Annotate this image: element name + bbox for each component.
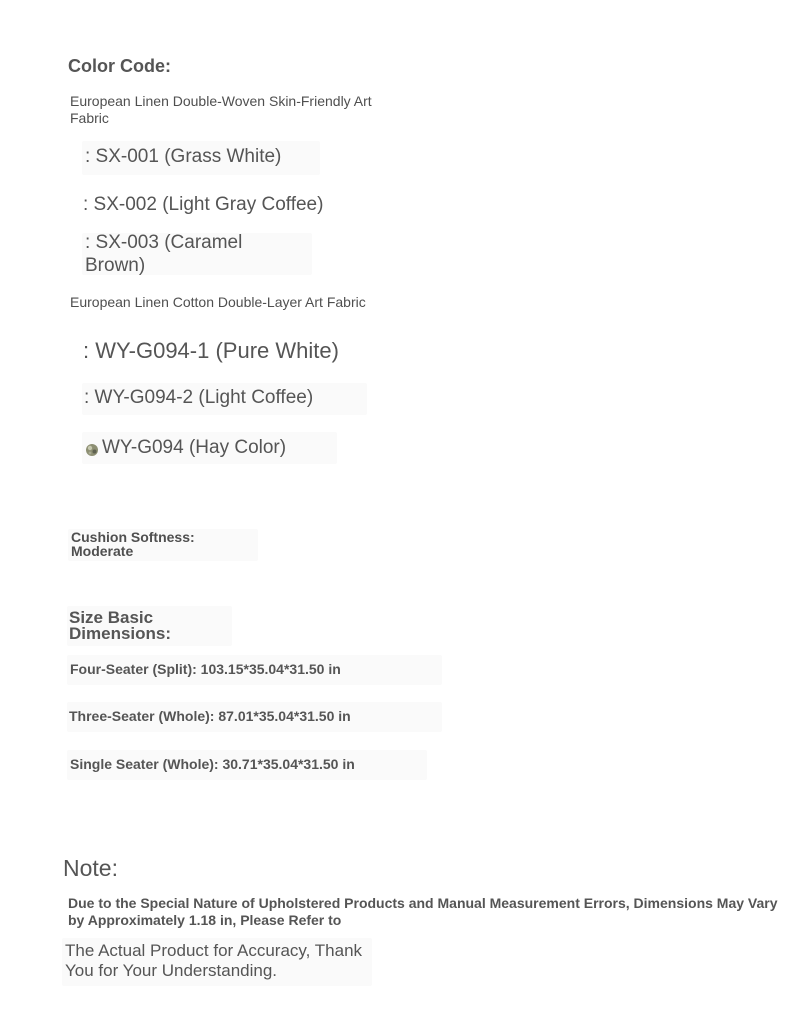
cushion-softness: Cushion Softness: Moderate xyxy=(71,529,195,559)
size-three-seater: Three-Seater (Whole): 87.01*35.04*31.50 in xyxy=(69,708,351,724)
fabric-1-code-2: : SX-002 (Light Gray Coffee) xyxy=(83,194,324,215)
size-four-seater: Four-Seater (Split): 103.15*35.04*31.50 in xyxy=(70,661,341,677)
size-single-seater: Single Seater (Whole): 30.71*35.04*31.50 in xyxy=(70,756,355,772)
fabric-2-code-3: WY-G094 (Hay Color) xyxy=(102,437,287,458)
fabric-swatch-icon xyxy=(85,443,99,457)
note-heading: Note: xyxy=(63,855,118,881)
fabric-1-name: European Linen Double-Woven Skin-Friendly Art Fabric xyxy=(70,93,372,126)
size-heading: Size Basic Dimensions: xyxy=(69,608,172,643)
color-code-heading: Color Code: xyxy=(68,56,171,76)
fabric-2-code-2: : WY-G094-2 (Light Coffee) xyxy=(84,387,314,408)
note-closing: The Actual Product for Accuracy, Thank You for Your Understanding. xyxy=(65,941,363,980)
note-body: Due to the Special Nature of Upholstered Products and Manual Measurement Errors, Dimensions May Vary by Approximately 1.18 in, Please Refer to xyxy=(68,895,778,928)
fabric-2-code-1: : WY-G094-1 (Pure White) xyxy=(83,338,339,363)
fabric-2-name: European Linen Cotton Double-Layer Art Fabric xyxy=(70,294,366,310)
fabric-1-code-1: : SX-001 (Grass White) xyxy=(85,146,282,167)
fabric-1-code-3: : SX-003 (Caramel Brown) xyxy=(85,232,243,276)
